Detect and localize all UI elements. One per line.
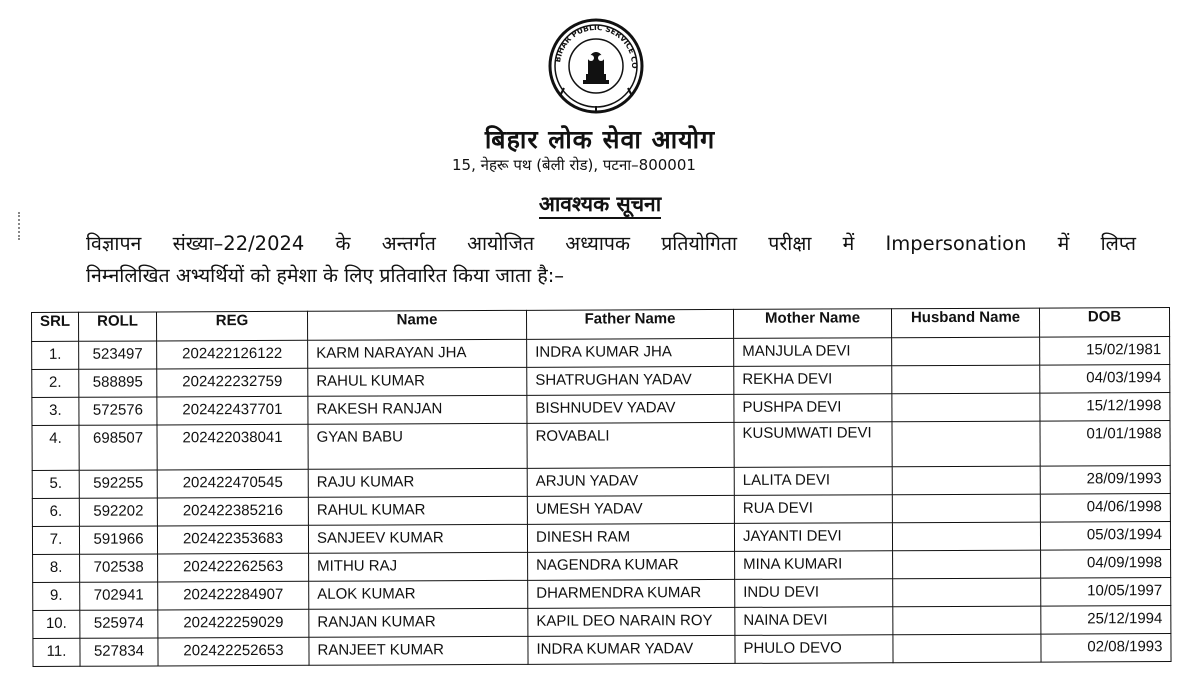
cell-father-name: SHATRUGHAN YADAV	[527, 366, 734, 395]
column-header-dob: DOB	[1039, 308, 1169, 338]
cell-father-name: UMESH YADAV	[527, 495, 734, 524]
cell-mother-name: MINA KUMARI	[735, 551, 893, 580]
cell-name: ALOK KUMAR	[309, 580, 528, 609]
cell-reg: 202422232759	[157, 368, 308, 397]
cell-srl: 10.	[33, 610, 80, 638]
cell-roll: 588895	[79, 369, 157, 397]
cell-name: RAHUL KUMAR	[308, 367, 527, 396]
cell-father-name: NAGENDRA KUMAR	[528, 551, 735, 580]
notice-paragraph-line2: निम्नलिखित अभ्यर्थियों को हमेशा के लिए प्रतिवारित किया जाता है:–	[86, 264, 565, 287]
notice-paragraph-line1: विज्ञापन संख्या–22/2024 के अन्तर्गत आयोजित अध्यापक प्रतियोगिता परीक्षा में Impersonation में लिप्त	[86, 232, 1136, 255]
cell-srl: 9.	[33, 582, 80, 610]
cell-name: KARM NARAYAN JHA	[308, 339, 527, 368]
cell-srl: 4.	[32, 425, 79, 470]
cell-srl: 3.	[32, 397, 79, 425]
cell-srl: 2.	[32, 369, 79, 397]
cell-mother-name: NAINA DEVI	[735, 607, 893, 636]
cell-reg: 202422284907	[158, 581, 309, 610]
cell-mother-name: PHULO DEVO	[735, 635, 893, 664]
cell-husband-name	[892, 393, 1040, 422]
cell-reg: 202422437701	[157, 396, 308, 425]
cell-reg: 202422252653	[158, 637, 309, 666]
cell-roll: 702941	[80, 582, 158, 610]
column-header-father-name: Father Name	[526, 309, 733, 339]
cell-father-name: ARJUN YADAV	[527, 467, 734, 496]
cell-srl: 11.	[33, 638, 80, 666]
cell-husband-name	[892, 337, 1040, 366]
cell-name: RAHUL KUMAR	[308, 496, 527, 525]
column-header-mother-name: Mother Name	[733, 309, 891, 339]
cell-dob: 10/05/1997	[1041, 578, 1171, 607]
organization-address: 15, नेहरू पथ (बेली रोड), पटना–800001	[452, 156, 696, 174]
cell-name: RANJEET KUMAR	[309, 636, 528, 665]
cell-dob: 01/01/1988	[1040, 421, 1170, 467]
cell-srl: 1.	[32, 341, 79, 369]
cell-name: RANJAN KUMAR	[309, 608, 528, 637]
cell-mother-name: KUSUMWATI DEVI	[734, 422, 892, 468]
cell-mother-name: INDU DEVI	[735, 579, 893, 608]
cell-dob: 04/09/1998	[1041, 550, 1171, 579]
cell-father-name: KAPIL DEO NARAIN ROY	[528, 607, 735, 636]
cell-father-name: ROVABALI	[527, 422, 734, 468]
cell-husband-name	[893, 634, 1041, 663]
cell-mother-name: LALITA DEVI	[734, 467, 892, 496]
cell-roll: 523497	[79, 341, 157, 369]
margin-mark	[18, 212, 22, 240]
cell-mother-name: REKHA DEVI	[734, 366, 892, 395]
cell-roll: 592202	[79, 498, 157, 526]
cell-reg: 202422126122	[157, 340, 308, 369]
cell-dob: 15/12/1998	[1040, 393, 1170, 422]
cell-name: MITHU RAJ	[309, 552, 528, 581]
cell-srl: 7.	[32, 526, 79, 554]
cell-husband-name	[893, 578, 1041, 607]
cell-father-name: INDRA KUMAR YADAV	[528, 635, 735, 664]
cell-roll: 572576	[79, 397, 157, 425]
cell-mother-name: MANJULA DEVI	[734, 338, 892, 367]
notice-title: आवश्यक सूचना	[539, 192, 661, 219]
cell-husband-name	[893, 606, 1041, 635]
cell-roll: 702538	[80, 554, 158, 582]
cell-husband-name	[892, 466, 1040, 495]
cell-husband-name	[892, 494, 1040, 523]
cell-reg: 202422259029	[158, 609, 309, 638]
cell-srl: 5.	[32, 470, 79, 498]
cell-reg: 202422385216	[157, 497, 308, 526]
cell-dob: 15/02/1981	[1040, 337, 1170, 366]
cell-reg: 202422262563	[158, 553, 309, 582]
cell-dob: 02/08/1993	[1041, 634, 1171, 663]
cell-father-name: BISHNUDEV YADAV	[527, 394, 734, 423]
column-header-name: Name	[307, 310, 526, 340]
organization-name: बिहार लोक सेवा आयोग	[484, 125, 716, 154]
notice-heading	[0, 190, 1200, 218]
cell-dob: 28/09/1993	[1040, 466, 1170, 495]
seal-emblem-icon	[536, 16, 656, 116]
column-header-reg: REG	[157, 311, 308, 341]
column-header-husband-name: Husband Name	[891, 308, 1039, 338]
cell-dob: 04/03/1994	[1040, 365, 1170, 394]
cell-mother-name: PUSHPA DEVI	[734, 394, 892, 423]
table-row	[33, 634, 1171, 667]
cell-srl: 6.	[32, 498, 79, 526]
cell-roll: 591966	[79, 526, 157, 554]
cell-dob: 25/12/1994	[1041, 606, 1171, 635]
seal-text: BIHAR PUBLIC SERVICE CO	[553, 22, 640, 69]
cell-husband-name	[892, 421, 1040, 467]
cell-srl: 8.	[33, 554, 80, 582]
cell-name: RAJU KUMAR	[308, 468, 527, 497]
cell-husband-name	[892, 365, 1040, 394]
cell-father-name: DHARMENDRA KUMAR	[528, 579, 735, 608]
cell-mother-name: JAYANTI DEVI	[734, 523, 892, 552]
cell-roll: 592255	[79, 470, 157, 498]
cell-father-name: INDRA KUMAR JHA	[527, 338, 734, 367]
cell-name: SANJEEV KUMAR	[308, 524, 527, 553]
column-header-roll: ROLL	[79, 312, 157, 341]
cell-father-name: DINESH RAM	[527, 523, 734, 552]
debarred-candidates-table	[31, 307, 1172, 667]
cell-husband-name	[893, 550, 1041, 579]
cell-roll: 527834	[80, 638, 158, 666]
column-header-srl: SRL	[32, 312, 79, 341]
cell-name: RAKESH RANJAN	[308, 395, 527, 424]
cell-reg: 202422353683	[157, 525, 308, 554]
commission-seal	[536, 16, 656, 116]
cell-roll: 525974	[80, 610, 158, 638]
cell-roll: 698507	[79, 425, 157, 470]
cell-reg: 202422470545	[157, 469, 308, 498]
cell-mother-name: RUA DEVI	[734, 495, 892, 524]
cell-dob: 04/06/1998	[1040, 494, 1170, 523]
cell-name: GYAN BABU	[308, 423, 527, 469]
cell-dob: 05/03/1994	[1040, 522, 1170, 551]
table-row	[32, 421, 1170, 471]
cell-reg: 202422038041	[157, 424, 308, 470]
notice-paragraph	[86, 228, 1136, 292]
cell-husband-name	[892, 522, 1040, 551]
